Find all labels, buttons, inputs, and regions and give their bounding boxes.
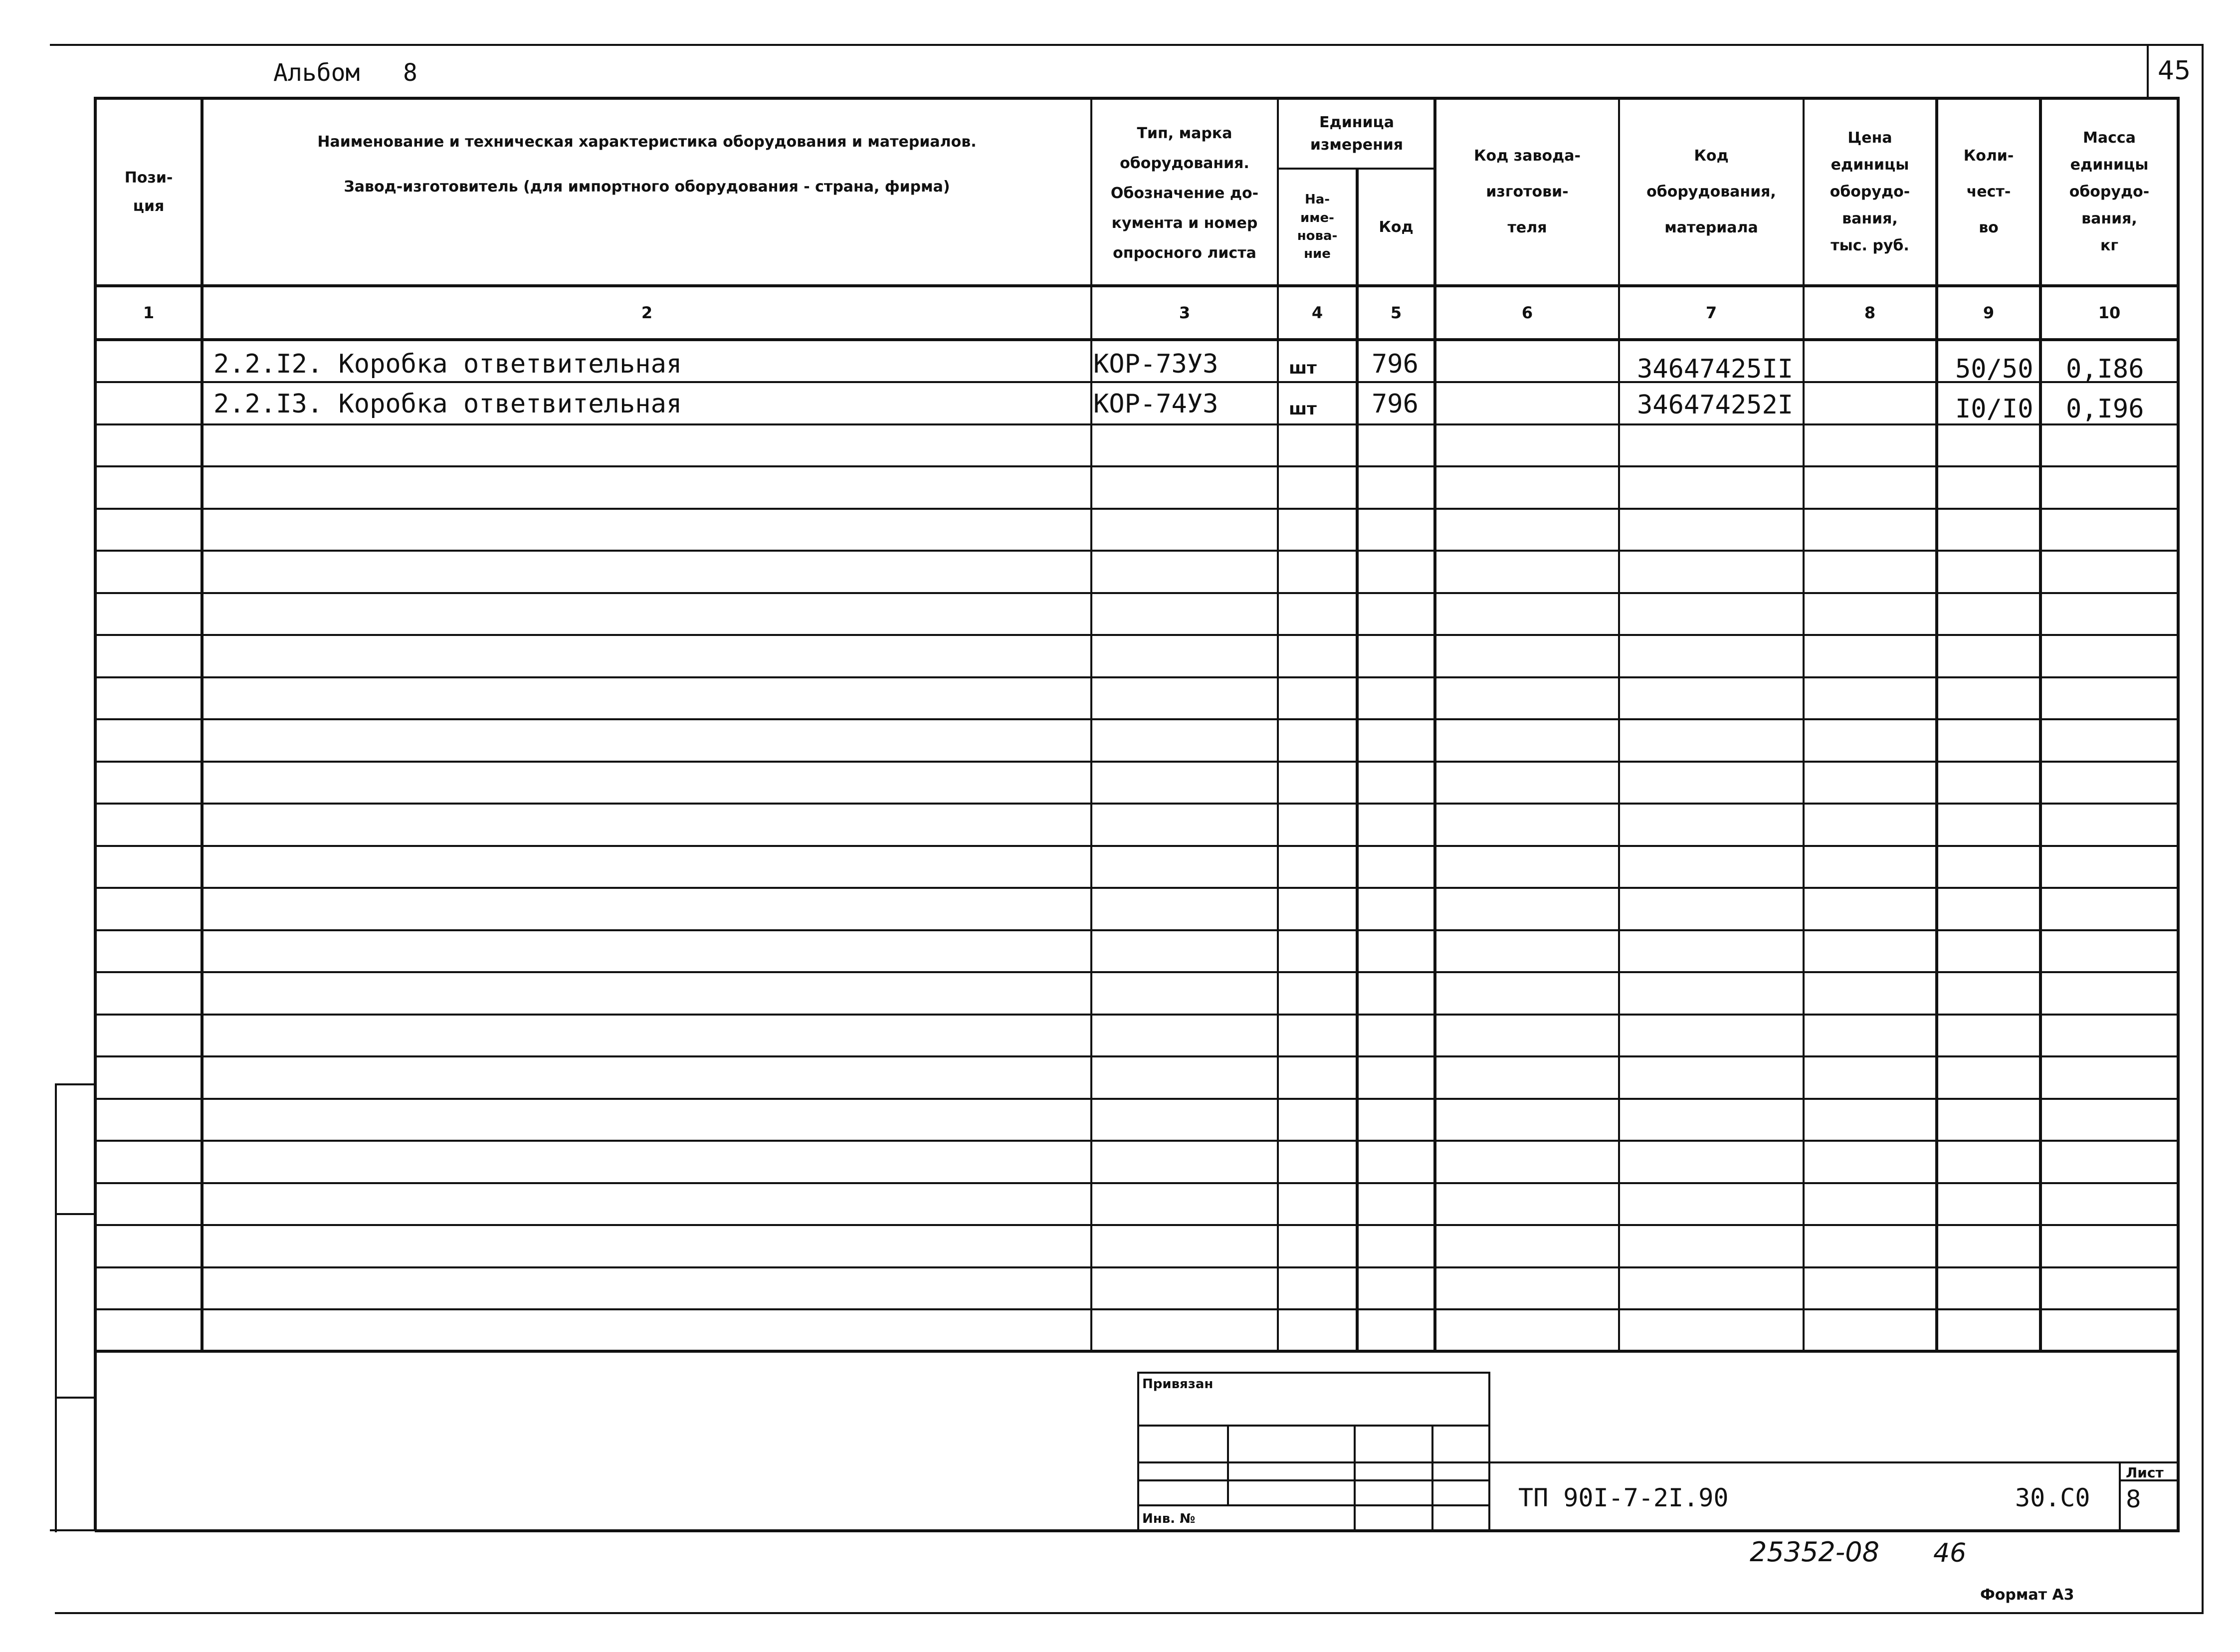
left-strip-line bbox=[55, 1083, 57, 1532]
table-row-line bbox=[95, 1266, 2180, 1268]
table-row-line bbox=[95, 929, 2180, 931]
stamp-line-1 bbox=[1137, 1425, 1490, 1427]
stamp-doc-code: ТП 90I-7-2I.90 bbox=[1518, 1483, 1729, 1512]
table-row-line bbox=[95, 1014, 2180, 1016]
col-number-8: 8 bbox=[1864, 303, 1876, 322]
left-strip-tick-4 bbox=[50, 1529, 96, 1531]
stamp-attached-label: Привязан bbox=[1142, 1377, 1214, 1392]
col-number-5: 5 bbox=[1390, 303, 1402, 322]
stamp-line-2 bbox=[1137, 1461, 2177, 1463]
stamp-sheet-label: Лист bbox=[2126, 1464, 2164, 1481]
header-col-10: Масса единицы оборудо- вания, кг bbox=[2069, 129, 2150, 254]
table-row-line bbox=[95, 1224, 2180, 1226]
col-number-1: 1 bbox=[143, 303, 155, 322]
bottom-border-line bbox=[55, 1612, 2204, 1614]
bottom-number: 25352-08 bbox=[1750, 1536, 1879, 1568]
stamp-top-line bbox=[1137, 1372, 1490, 1374]
stamp-line-4 bbox=[1137, 1504, 1490, 1506]
header-col-6: Код завода- изготови- теля bbox=[1474, 147, 1581, 236]
album-number: 8 bbox=[403, 59, 417, 87]
row1-name: 2.2.I2. Коробка ответвительная bbox=[213, 349, 682, 379]
header-col-2: Наименование и техническая характеристика оборудования и материалов. Завод-изготовитель (для импортного оборудования - страна, фирма) bbox=[317, 133, 977, 196]
sheet-box-left bbox=[2119, 1461, 2121, 1531]
table-row-line bbox=[95, 634, 2180, 636]
col-line-3 bbox=[1277, 97, 1279, 1352]
header-col-4: На- име- нова- ние bbox=[1297, 192, 1338, 262]
row1-type: КОР-73УЗ bbox=[1093, 349, 1219, 379]
album-label: Альбом bbox=[273, 59, 360, 87]
table-row-line bbox=[95, 465, 2180, 467]
stamp-left-line bbox=[1137, 1372, 1139, 1531]
stamp-line-3 bbox=[1137, 1479, 1490, 1481]
table-row-line bbox=[95, 803, 2180, 805]
row2-unit: шт bbox=[1289, 399, 1317, 419]
header-units-group: Единица измерения bbox=[1310, 114, 1404, 154]
header-col-9: Коли- чест- во bbox=[1963, 147, 2014, 236]
page-number: 45 bbox=[2158, 56, 2191, 86]
header-col-7: Код оборудования, материала bbox=[1646, 147, 1776, 236]
table-row-line bbox=[95, 845, 2180, 847]
bottom-number-2: 46 bbox=[1933, 1538, 1967, 1568]
top-border-line bbox=[50, 44, 2204, 46]
stamp-right-line-1 bbox=[1488, 1372, 1490, 1531]
row2-qty: I0/I0 bbox=[1955, 394, 2034, 424]
stamp-inner-v-3 bbox=[1431, 1425, 1433, 1531]
table-row-line bbox=[95, 1140, 2180, 1142]
header-col-5: Код bbox=[1379, 218, 1414, 236]
table-body-bottom-line bbox=[95, 1350, 2180, 1353]
col-line-2 bbox=[1090, 97, 1092, 1352]
table-row-line bbox=[95, 718, 2180, 720]
stamp-inner-v-2 bbox=[1354, 1425, 1356, 1531]
row2-mass: 0,I96 bbox=[2066, 394, 2144, 424]
left-strip-tick-2 bbox=[55, 1213, 96, 1215]
col-number-10: 10 bbox=[2098, 303, 2121, 322]
header-col-1: Пози- ция bbox=[124, 169, 173, 215]
table-row-line bbox=[95, 508, 2180, 510]
col-number-9: 9 bbox=[1983, 303, 1995, 322]
row1-mass: 0,I86 bbox=[2066, 354, 2144, 384]
stamp-section: 30.С0 bbox=[2015, 1483, 2090, 1512]
table-row-line bbox=[95, 761, 2180, 763]
table-row-line bbox=[95, 1055, 2180, 1057]
left-strip-tick-1 bbox=[55, 1083, 96, 1085]
row1-unit-code: 796 bbox=[1372, 349, 1419, 379]
numbers-bottom-line bbox=[95, 338, 2180, 341]
row2-unit-code: 796 bbox=[1372, 389, 1419, 419]
table-row-line bbox=[95, 887, 2180, 889]
col-number-3: 3 bbox=[1179, 303, 1191, 322]
col-line-5 bbox=[1433, 97, 1436, 1352]
stamp-inner-v-1 bbox=[1227, 1425, 1229, 1504]
table-row-line bbox=[95, 1308, 2180, 1310]
header-col-3: Тип, марка оборудования. Обозначение до- кумента и номер опросного листа bbox=[1110, 125, 1259, 262]
page-number-box-left bbox=[2147, 44, 2149, 100]
col-line-7 bbox=[1803, 97, 1805, 1352]
table-row-line bbox=[95, 1098, 2180, 1100]
row1-equip-code: 34647425II bbox=[1637, 354, 1794, 384]
table-row-line bbox=[95, 423, 2180, 425]
stamp-inv-label: Инв. № bbox=[1142, 1511, 1196, 1526]
table-row-line bbox=[95, 971, 2180, 973]
col-line-8 bbox=[1935, 97, 1938, 1352]
row1-qty: 50/50 bbox=[1955, 354, 2034, 384]
table-row-line bbox=[95, 1182, 2180, 1184]
col-line-6 bbox=[1618, 97, 1620, 1352]
table-row-line bbox=[95, 550, 2180, 552]
col-line-9 bbox=[2039, 97, 2042, 1352]
stamp-sheet-number: 8 bbox=[2126, 1485, 2141, 1513]
row1-unit: шт bbox=[1289, 358, 1317, 378]
col-number-2: 2 bbox=[641, 303, 653, 322]
col-number-7: 7 bbox=[1705, 303, 1717, 322]
row2-name: 2.2.I3. Коробка ответвительная bbox=[213, 389, 682, 419]
col-line-1 bbox=[201, 97, 204, 1352]
table-row-line bbox=[95, 676, 2180, 678]
right-border-line bbox=[2202, 44, 2204, 1614]
format-label: Формат А3 bbox=[1980, 1586, 2074, 1604]
left-strip-tick-3 bbox=[55, 1397, 96, 1399]
row2-type: КОР-74УЗ bbox=[1093, 389, 1219, 419]
table-row-line bbox=[95, 592, 2180, 594]
col-number-4: 4 bbox=[1311, 303, 1323, 322]
header-col-8: Цена единицы оборудо- вания, тыс. руб. bbox=[1830, 129, 1910, 254]
row2-equip-code: 346474252I bbox=[1637, 390, 1794, 420]
table-right-line bbox=[2177, 97, 2180, 1531]
col-number-6: 6 bbox=[1521, 303, 1533, 322]
